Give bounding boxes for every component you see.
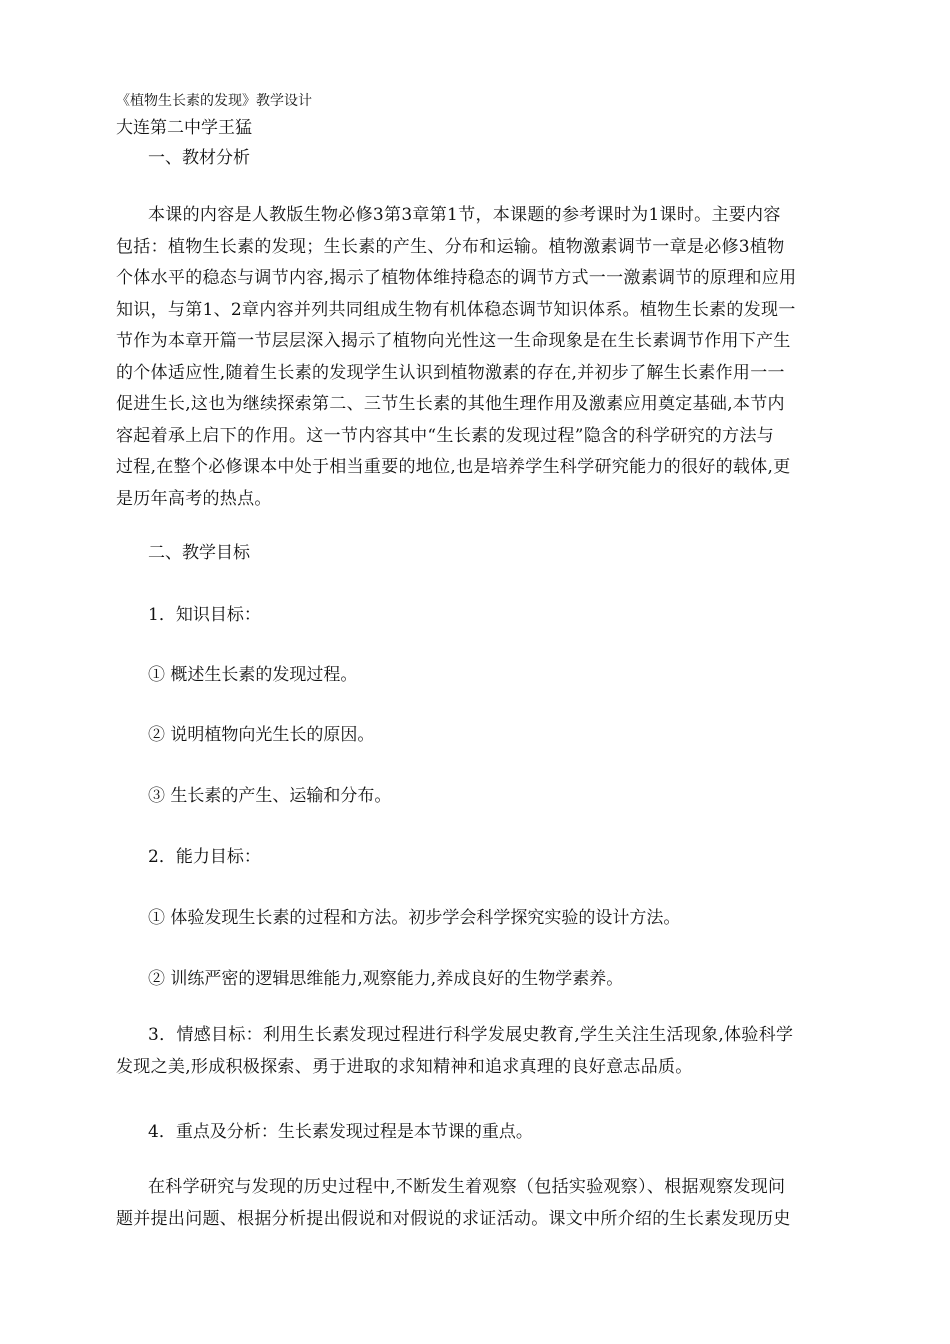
document-title: 《植物生长素的发现》教学设计 xyxy=(116,93,312,109)
paragraph-line: 在科学研究与发现的历史过程中,不断发生着观察（包括实验观察）、根据观察发现问 xyxy=(148,1177,786,1197)
paragraph-line: 促进生长,这也为继续探索第二、三节生长素的其他生理作用及激素应用奠定基础,本节内 xyxy=(116,394,785,414)
paragraph-line: 题并提出问题、根据分析提出假说和对假说的求证活动。课文中所介绍的生长素发现历史 xyxy=(116,1208,791,1229)
ability-goals-heading: 2．能力目标： xyxy=(148,847,261,867)
paragraph-line: 发现之美,形成积极探索、勇于进取的求知精神和追求真理的良好意志品质。 xyxy=(116,1056,693,1077)
paragraph-line: 个体水平的稳态与调节内容,揭示了植物体维持稳态的调节方式一一激素调节的原理和应用 xyxy=(116,268,797,288)
key-point-line: 4．重点及分析：生长素发现过程是本节课的重点。 xyxy=(148,1122,533,1142)
paragraph-line: 容起着承上启下的作用。这一节内容其中“生长素的发现过程”隐含的科学研究的方法与 xyxy=(116,425,775,446)
paragraph-line: 包括：植物生长素的发现；生长素的产生、分布和运输。植物激素调节一章是必修3植物 xyxy=(116,236,785,257)
knowledge-goal-item: ① 概述生长素的发现过程。 xyxy=(148,665,358,685)
ability-goal-item: ① 体验发现生长素的过程和方法。初步学会科学探究实验的设计方法。 xyxy=(148,908,681,928)
paragraph-line: 3．情感目标：利用生长素发现过程进行科学发展史教育,学生关注生活现象,体验科学 xyxy=(148,1025,794,1045)
knowledge-goal-item: ② 说明植物向光生长的原因。 xyxy=(148,725,375,745)
paragraph-line: 知识，与第1、2章内容并列共同组成生物有机体稳态调节知识体系。植物生长素的发现一 xyxy=(116,299,796,320)
section-heading-teaching-goals: 二、教学目标 xyxy=(148,543,250,563)
key-point-analysis-paragraph xyxy=(116,1172,791,1235)
author-line: 大连第二中学王猛 xyxy=(116,118,252,138)
paragraph-line: 过程,在整个必修课本中处于相当重要的地位,也是培养学生科学研究能力的很好的载体,更 xyxy=(116,457,791,477)
emotion-goals-paragraph xyxy=(116,1020,793,1083)
paragraph-line: 是历年高考的热点。 xyxy=(116,488,272,509)
textbook-analysis-paragraph xyxy=(116,200,796,515)
paragraph-line: 本课的内容是人教版生物必修3第3章第1节，本课题的参考课时为1课时。主要内容 xyxy=(148,205,781,225)
section-heading-textbook-analysis: 一、教材分析 xyxy=(148,148,250,168)
knowledge-goal-item: ③ 生长素的产生、运输和分布。 xyxy=(148,786,392,806)
paragraph-line: 的个体适应性,随着生长素的发现学生认识到植物激素的存在,并初步了解生长素作用一一 xyxy=(116,362,785,383)
knowledge-goals-heading: 1．知识目标： xyxy=(148,605,261,625)
ability-goal-item: ② 训练严密的逻辑思维能力,观察能力,养成良好的生物学素养。 xyxy=(148,969,624,989)
paragraph-line: 节作为本章开篇一节层层深入揭示了植物向光性这一生命现象是在生长素调节作用下产生 xyxy=(116,331,791,351)
